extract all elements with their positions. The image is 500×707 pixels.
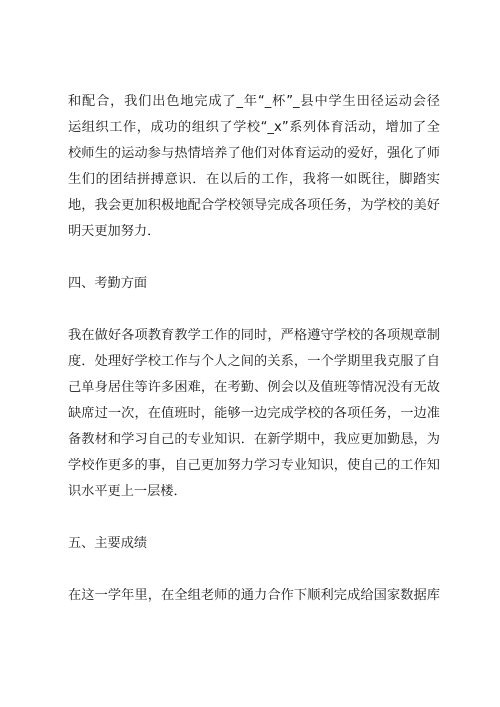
- paragraph-line: 校师生的运动参与热情培养了他们对体育运动的爱好，强化了师: [68, 146, 440, 161]
- paragraph-line: 在这一学年里，在全组老师的通力合作下顺利完成给国家数据库: [68, 588, 440, 603]
- paragraph-line: 度．处理好学校工作与个人之间的关系，一个学期里我克服了自: [68, 354, 440, 369]
- paragraph-line: 缺席过一次，在值班时，能够一边完成学校的各项任务，一边准: [68, 406, 440, 421]
- paragraph-line: 和配合，我们出色地完成了_年“_杯”_县中学生田径运动会径: [68, 94, 440, 109]
- paragraph-line: 地，我会更加积极地配合学校领导完成各项任务，为学校的美好: [68, 198, 440, 213]
- paragraph-line: 己单身居住等许多困难，在考勤、例会以及值班等情况没有无故: [68, 380, 440, 395]
- paragraph-line: 明天更加努力．: [68, 224, 161, 239]
- paragraph-line: 我在做好各项教育教学工作的同时，严格遵守学校的各项规章制: [68, 328, 440, 343]
- section-heading: 四、考勤方面: [68, 276, 148, 291]
- section-heading: 五、主要成绩: [68, 536, 148, 551]
- paragraph-line: 生们的团结拼搏意识．在以后的工作，我将一如既往，脚踏实: [68, 172, 440, 187]
- paragraph-line: 运组织工作，成功的组织了学校“_x”系列体育活动，增加了全: [68, 120, 440, 135]
- paragraph-line: 学校作更多的事，自己更加努力学习专业知识，使自己的工作知: [68, 458, 440, 473]
- paragraph-line: 识水平更上一层楼．: [68, 484, 187, 499]
- paragraph-line: 备教材和学习自己的专业知识．在新学期中，我应更加勤恳，为: [68, 432, 440, 447]
